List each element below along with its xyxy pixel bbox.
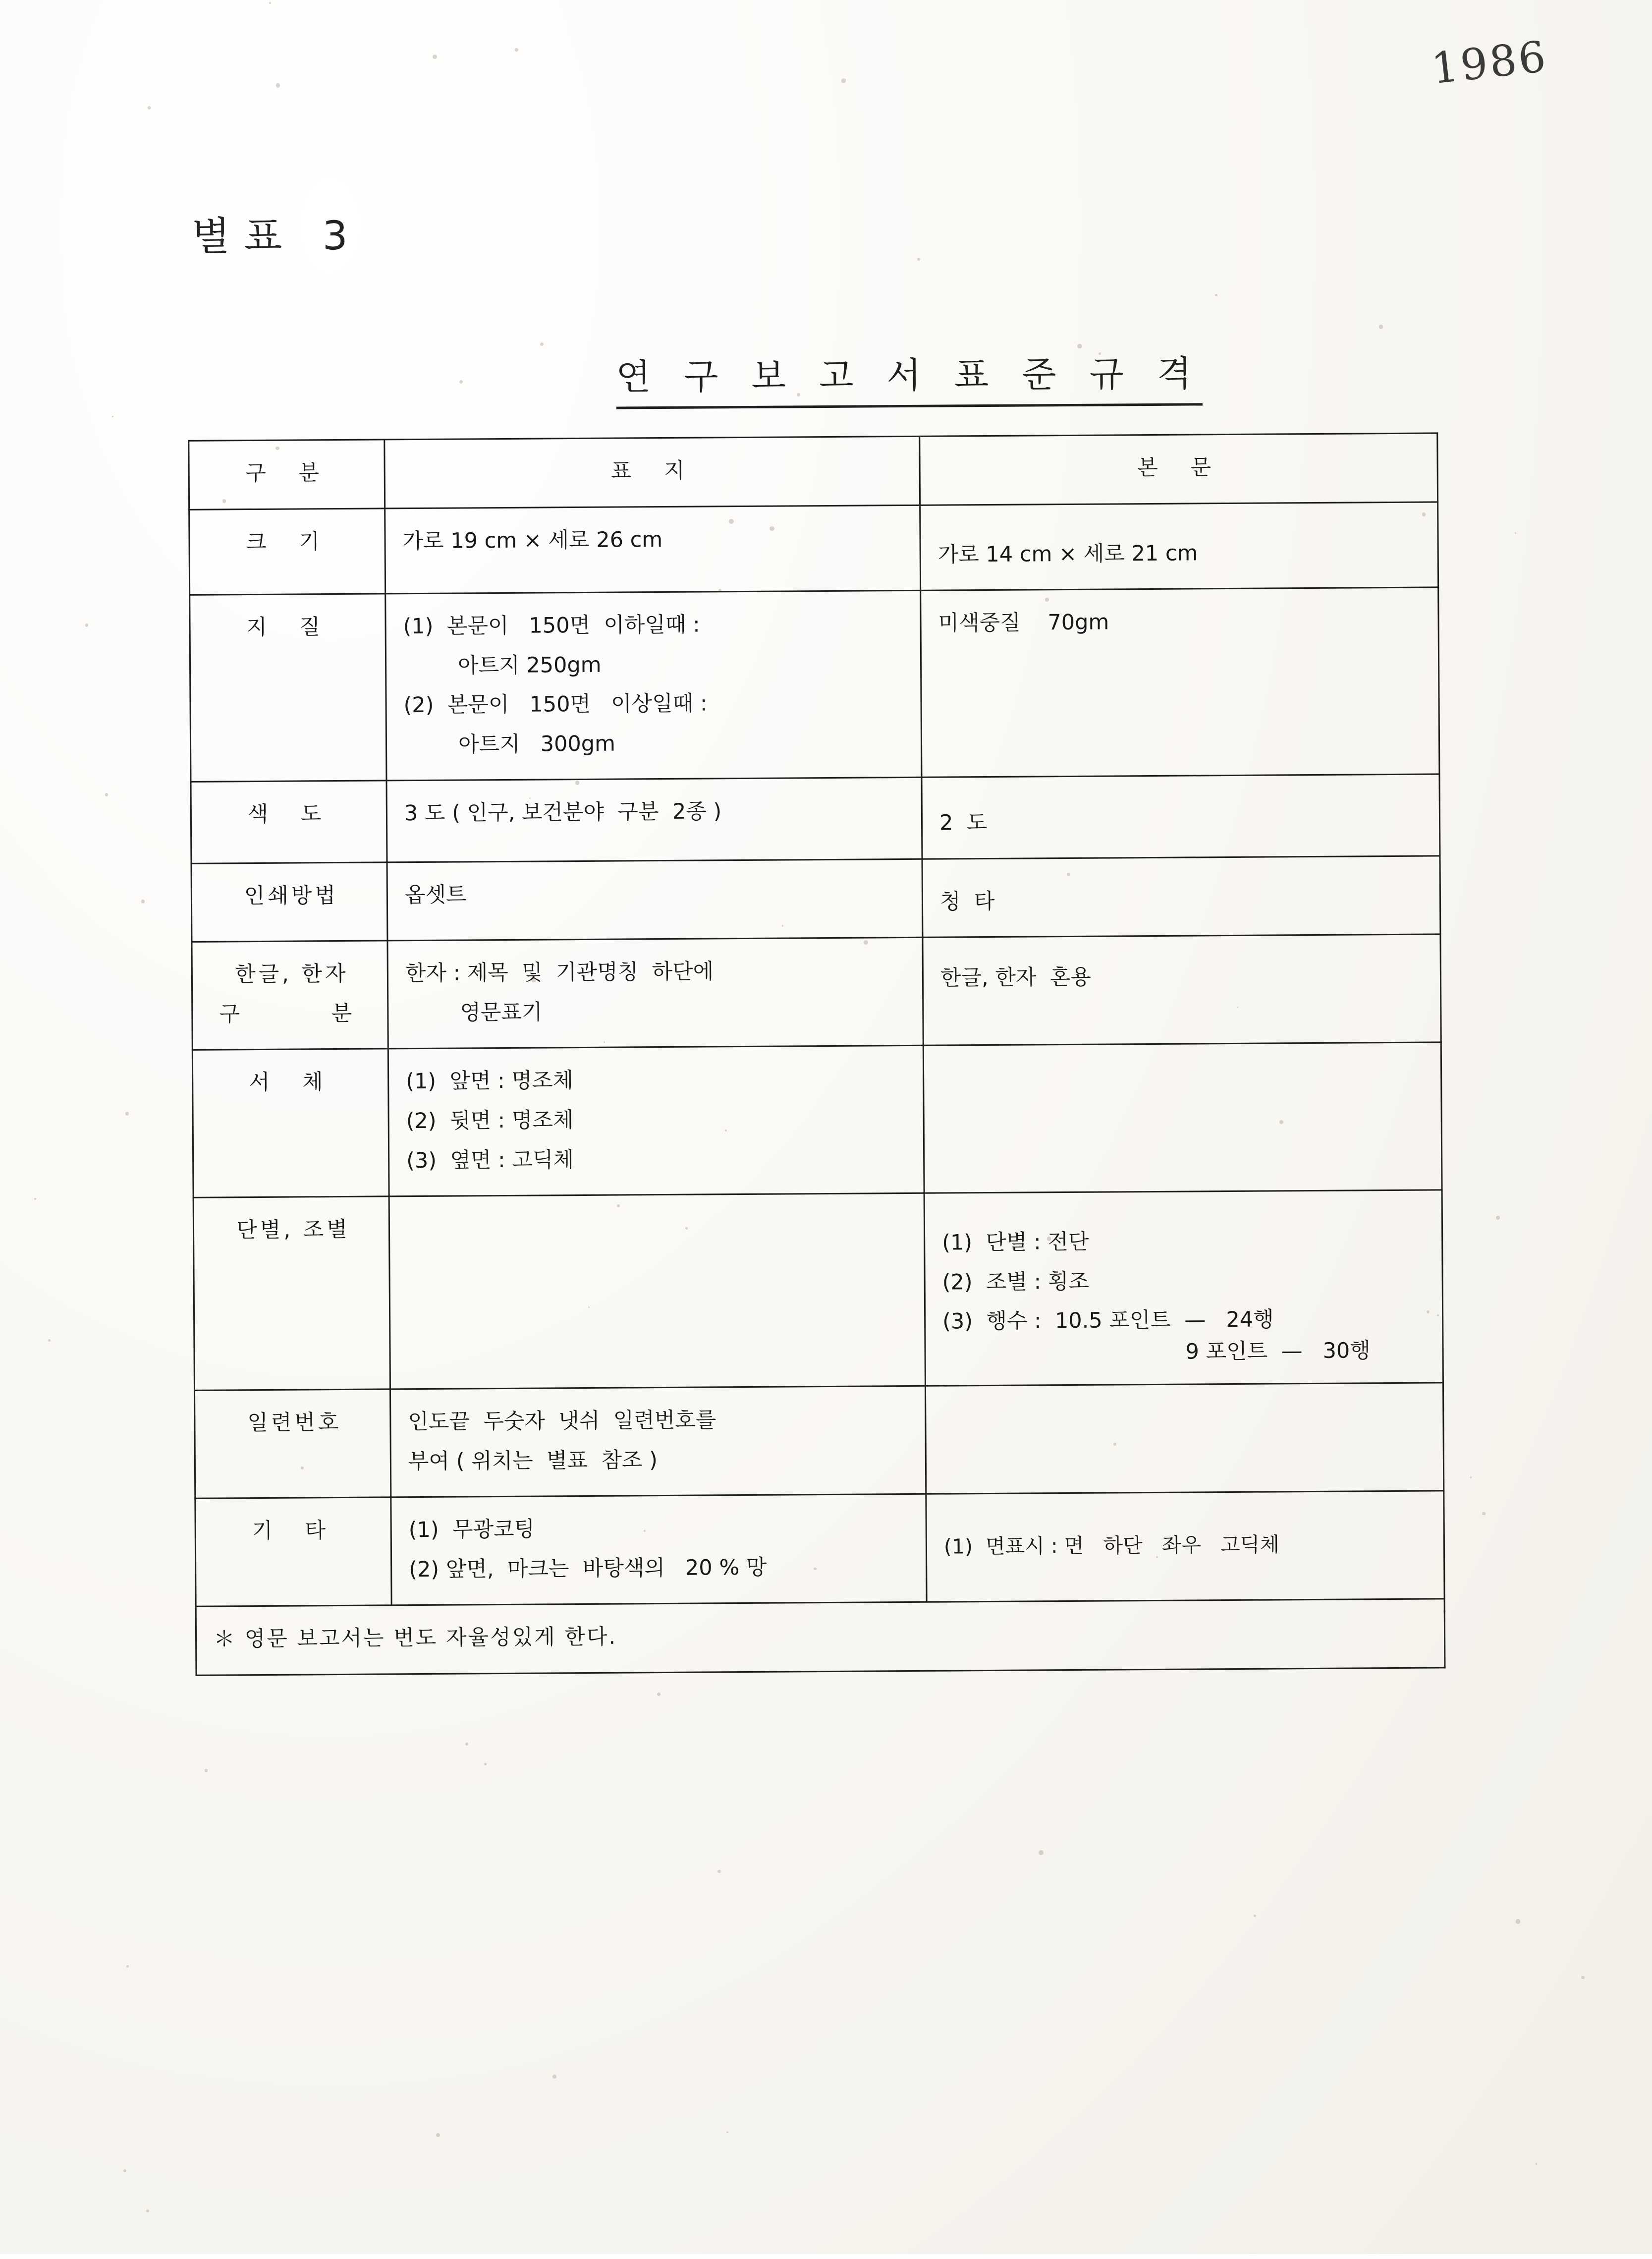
row-category: 기 타 xyxy=(195,1497,391,1607)
table-row xyxy=(195,1383,1444,1498)
row-body: 2 도 xyxy=(922,774,1440,859)
page-title: 연 구 보 고 서 표 준 규 격 xyxy=(616,344,1203,409)
row-body: 청 타 xyxy=(922,856,1440,938)
row-cover: 옵셋트 xyxy=(387,859,923,941)
row-category: 한글, 한자 구 분 xyxy=(192,941,388,1050)
row-cover xyxy=(389,1193,925,1389)
table-row xyxy=(192,1042,1442,1197)
row-body: (1) 면표시 : 면 하단 좌우 고딕체 xyxy=(926,1491,1444,1602)
row-category: 색 도 xyxy=(191,781,387,863)
row-cover: (1) 본문이 150면 이하일때 : 아트지 250gm (2) 본문이 150면 이상일때 : 아트지 300gm xyxy=(385,590,922,781)
table-header-row xyxy=(189,433,1438,509)
row-body: (1) 단별 : 전단 (2) 조별 : 횡조 (3) 행수 : 10.5 포인트 — 24행 9 포인트 — 30행 xyxy=(924,1190,1443,1386)
row-category: 인쇄방법 xyxy=(191,862,387,942)
table-row xyxy=(192,934,1441,1050)
row-cover: 인도끝 두숫자 냇쉬 일련번호를 부여 ( 위치는 별표 참조 ) xyxy=(390,1386,926,1497)
table-header-cell: 구 분 xyxy=(189,440,385,509)
row-cover: (1) 앞면 : 명조체 (2) 뒷면 : 명조체 (3) 옆면 : 고딕체 xyxy=(388,1046,924,1196)
row-cover: 가로 19 cm × 세로 26 cm xyxy=(385,505,921,594)
table-row xyxy=(190,587,1439,782)
table-row xyxy=(191,774,1440,863)
document-label: 별표 3 xyxy=(191,212,362,260)
year-handwriting: 1986 xyxy=(1429,32,1550,94)
spec-table xyxy=(188,432,1445,1676)
spec-table-wrapper xyxy=(188,432,1444,1676)
row-cover: 3 도 ( 인구, 보건분야 구분 2종 ) xyxy=(386,778,922,862)
row-body xyxy=(925,1383,1443,1494)
row-category: 일련번호 xyxy=(195,1389,391,1499)
row-body xyxy=(923,1042,1442,1193)
footnote-cell: ＊ 영문 보고서는 번도 자율성있게 한다. xyxy=(196,1599,1445,1675)
table-row xyxy=(191,856,1440,942)
table-row xyxy=(189,502,1438,595)
table-footnote-row xyxy=(196,1599,1445,1675)
row-category: 지 질 xyxy=(190,594,386,782)
row-category: 단별, 조별 xyxy=(193,1196,390,1390)
table-header-cell: 본 문 xyxy=(920,433,1438,505)
table-header-cell: 표 지 xyxy=(385,436,920,508)
row-cover: (1) 무광코팅 (2) 앞면, 마크는 바탕색의 20 % 망 xyxy=(391,1494,927,1605)
table-row xyxy=(195,1491,1444,1606)
table-row xyxy=(193,1190,1443,1390)
row-body: 가로 14 cm × 세로 21 cm xyxy=(920,502,1438,590)
row-body: 한글, 한자 혼용 xyxy=(923,934,1441,1045)
row-cover: 한자 : 제목 및 기관명칭 하단에 영문표기 xyxy=(387,938,923,1049)
row-category: 크 기 xyxy=(189,508,385,595)
row-body: 미색중질 70gm xyxy=(921,587,1439,778)
row-category: 서 체 xyxy=(192,1049,389,1197)
